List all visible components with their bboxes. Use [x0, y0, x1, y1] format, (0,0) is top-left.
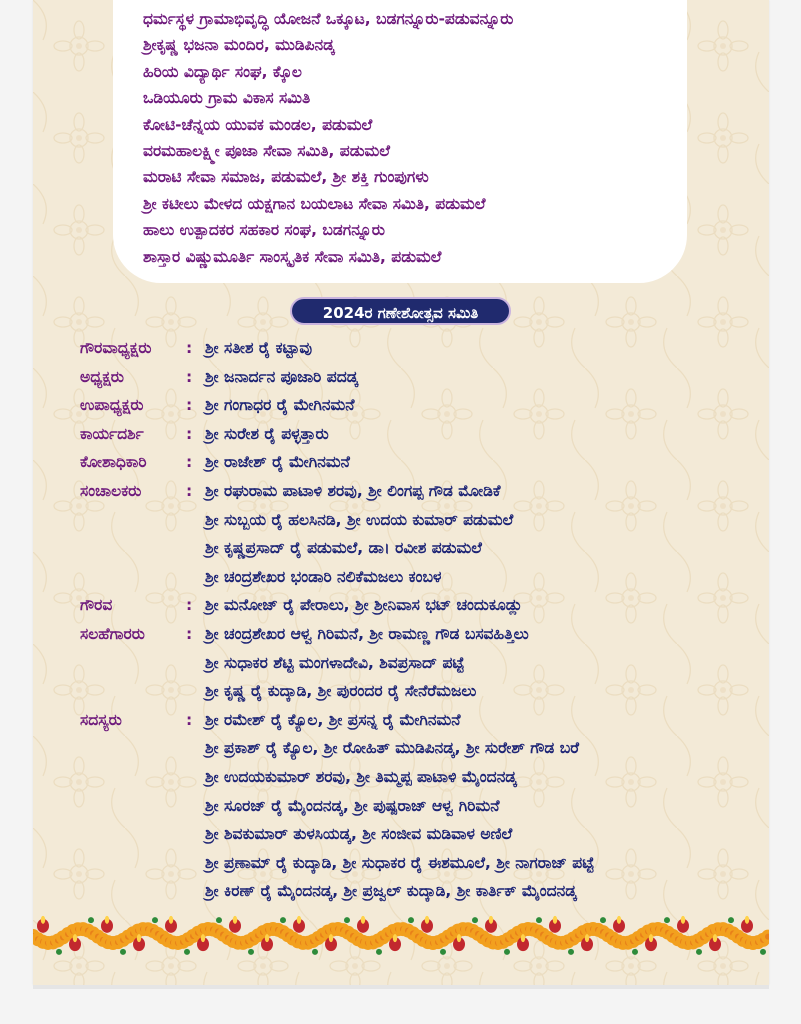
committee-member-names: ಶ್ರೀ ಮನೋಜ್ ರೈ ಪೇರಾಲು, ಶ್ರೀ ಶ್ರೀನಿವಾಸ ಭಟ್ ಚಂದುಕೂಡ್ಲು [205, 596, 523, 615]
committee-role-label: ಗೌರವಾಧ್ಯಕ್ಷರು [80, 339, 152, 357]
role-separator: : [186, 367, 193, 386]
committee-member-names: ಶ್ರೀ ಕಿರಣ್ ರೈ ಮೈಂದನಡ್ಕ, ಶ್ರೀ ಪ್ರಜ್ವಲ್ ಕುದ್ಕಾಡಿ, ಶ್ರೀ ಕಾರ್ತಿಕ್ ಮೈಂದನಡ್ಕ [205, 882, 577, 901]
role-separator: : [186, 396, 193, 415]
committee-member-names: ಶ್ರೀ ಕೃಷ್ಣ ರೈ ಕುದ್ಕಾಡಿ, ಶ್ರೀ ಪುರಂದರ ರೈ ಸೇನೆರೆಮಜಲು [205, 682, 477, 701]
committee-member-names: ಶ್ರೀ ಸುಬ್ಬಯ ರೈ ಹಲಸಿನಡಿ, ಶ್ರೀ ಉದಯ ಕುಮಾರ್ ಪಡುಮಲೆ [205, 510, 514, 529]
committee-role-label: ಸದಸ್ಯರು [80, 710, 122, 729]
leaf-icon [56, 949, 62, 955]
committee-role-label: ಕಾರ್ಯದರ್ಶಿ [80, 424, 144, 443]
committee-member-names: ಶ್ರೀ ರಘುರಾಮ ಪಾಟಾಳಿ ಶರವು, ಶ್ರೀ ಲಿಂಗಪ್ಪ ಗೌಡ ಮೋಡಿಕೆ [205, 482, 501, 500]
committee-member-names: ಶ್ರೀ ರಮೇಶ್ ರೈ ಕ್ಯೊಲ, ಶ್ರೀ ಪ್ರಸನ್ನ ರೈ ಮೇಗಿನಮನೆ [205, 710, 461, 729]
role-separator: : [186, 625, 193, 643]
committee-title-badge: 2024ರ ಗಣೇಶೋತ್ಸವ ಸಮಿತಿ [290, 297, 511, 325]
committee-member-names: ಶ್ರೀ ರಾಜೇಶ್ ರೈ ಮೇಗಿನಮನೆ [205, 453, 350, 472]
leaf-icon [248, 949, 254, 955]
organization-item: ಮರಾಟಿ ಸೇವಾ ಸಮಾಜ, ಪಡುಮಲೆ, ಶ್ರೀ ಶಕ್ತಿ ಗುಂಪುಗಳು [143, 168, 429, 187]
leaf-icon [760, 949, 766, 955]
committee-member-names: ಶ್ರೀ ಉದಯಕುಮಾರ್ ಶರವು, ಶ್ರೀ ತಿಮ್ಮಪ್ಪ ಪಾಟಾಳಿ ಮೈಂದನಡ್ಕ [205, 768, 517, 786]
role-separator: : [186, 339, 193, 357]
leaf-icon [664, 917, 670, 923]
committee-member-names: ಶ್ರೀ ಚಂದ್ರಶೇಖರ ಭಂಡಾರಿ ನಲಿಕೆಮಜಲು ಕಂಬಳ [205, 567, 442, 586]
committee-member-names: ಶ್ರೀ ಜನಾರ್ದನ ಪೂಜಾರಿ ಪದಡ್ಕ [205, 367, 359, 386]
marigold-garland-with-diyas [33, 906, 769, 970]
committee-member-names: ಶ್ರೀ ಸೂರಜ್ ರೈ ಮೈಂದನಡ್ಕ, ಶ್ರೀ ಪುಷ್ಪರಾಜ್ ಆಳ್ವ ಗಿರಿಮನೆ [205, 796, 500, 815]
leaf-icon [120, 949, 126, 955]
committee-member-names: ಶ್ರೀ ಪ್ರಣಾಮ್ ರೈ ಕುದ್ಕಾಡಿ, ಶ್ರೀ ಸುಧಾಕರ ರೈ ಈಶಮೂಲೆ, ಶ್ರೀ ನಾಗರಾಜ್ ಪಟ್ಟೆ [205, 853, 595, 872]
leaf-icon [280, 917, 286, 923]
leaf-icon [408, 917, 414, 923]
leaf-icon [696, 949, 702, 955]
leaf-icon [440, 949, 446, 955]
committee-role-label: ಅಧ್ಯಕ್ಷರು [80, 367, 124, 386]
organizations-list [143, 6, 513, 270]
role-separator: : [186, 710, 193, 729]
role-separator: : [186, 482, 193, 500]
organization-item: ಧರ್ಮಸ್ಥಳ ಗ್ರಾಮಾಭಿವೃದ್ಧಿ ಯೋಜನೆ ಒಕ್ಕೂಟ, ಬಡಗನ್ನೂರು-ಪಡುವನ್ನೂರು [143, 10, 514, 28]
committee-role-label: ಸಂಚಾಲಕರು [80, 482, 142, 500]
leaf-icon [184, 949, 190, 955]
committee-member-names: ಶ್ರೀ ಸುರೇಶ ರೈ ಪಳ್ಳತ್ತಾರು [205, 424, 329, 443]
organization-item: ಹಿರಿಯ ವಿದ್ಯಾರ್ಥಿ ಸಂಘ, ಕ್ಕೊಲ [143, 62, 302, 81]
committee-member-names: ಶ್ರೀ ಪ್ರಕಾಶ್ ರೈ ಕ್ಯೊಲ, ಶ್ರೀ ರೋಹಿತ್ ಮುಡಿಪಿನಡ್ಕ, ಶ್ರೀ ಸುರೇಶ್ ಗೌಡ ಬರೆ [205, 739, 580, 758]
leaf-icon [152, 917, 158, 923]
leaf-icon [472, 917, 478, 923]
committee-role-label: ಗೌರವ [80, 596, 113, 615]
committee-member-names: ಶ್ರೀ ಚಂದ್ರಶೇಖರ ಆಳ್ವ ಗಿರಿಮನೆ, ಶ್ರೀ ರಾಮಣ್ಣ ಗೌಡ ಬಸವಹಿತ್ತಿಲು [205, 625, 529, 643]
leaf-icon [216, 917, 222, 923]
leaf-icon [376, 949, 382, 955]
organization-item: ವರಮಹಾಲಕ್ಷ್ಮೀ ಪೂಜಾ ಸೇವಾ ಸಮಿತಿ, ಪಡುಮಲೆ [143, 141, 390, 160]
committee-role-label: ಉಪಾಧ್ಯಕ್ಷರು [80, 396, 144, 415]
committee-member-names: ಶ್ರೀ ಶಿವಕುಮಾರ್ ತುಳಸಿಯಡ್ಕ, ಶ್ರೀ ಸಂಜೀವ ಮಡಿವಾಳ ಅಣಿಲೆ [205, 825, 513, 844]
role-separator: : [186, 596, 193, 615]
committee-role-label: ಸಲಹೆಗಾರರು [80, 625, 145, 643]
organization-item: ಹಾಲು ಉತ್ಪಾದಕರ ಸಹಕಾರ ಸಂಘ, ಬಡಗನ್ನೂರು [143, 221, 385, 240]
committee-member-names: ಶ್ರೀ ಗಂಗಾಧರ ರೈ ಮೇಗಿನಮನೆ [205, 396, 355, 415]
leaf-icon [504, 949, 510, 955]
leaf-icon [88, 917, 94, 923]
leaf-icon [344, 917, 350, 923]
organization-item: ಶ್ರೀಕೃಷ್ಣ ಭಜನಾ ಮಂದಿರ, ಮುಡಿಪಿನಡ್ಕ [143, 36, 335, 55]
organizations-card [113, 0, 687, 283]
leaf-icon [312, 949, 318, 955]
leaf-icon [536, 917, 542, 923]
role-separator: : [186, 453, 193, 472]
organization-item: ಶ್ರೀ ಕಟೀಲು ಮೇಳದ ಯಕ್ಷಗಾನ ಬಯಲಾಟ ಸೇವಾ ಸಮಿತಿ, ಪಡುಮಲೆ [143, 194, 486, 213]
committee-member-names: ಶ್ರೀ ಕೃಷ್ಣಪ್ರಸಾದ್ ರೈ ಪಡುಮಲೆ, ಡಾ। ರವೀಶ ಪಡುಮಲೆ [205, 539, 482, 558]
role-separator: : [186, 424, 193, 443]
leaf-icon [568, 949, 574, 955]
committee-role-label: ಕೋಶಾಧಿಕಾರಿ [80, 453, 147, 472]
invitation-page [33, 0, 769, 985]
committee-member-names: ಶ್ರೀ ಸತೀಶ ರೈ ಕಟ್ಟಾವು [205, 339, 313, 357]
committee-member-names: ಶ್ರೀ ಸುಧಾಕರ ಶೆಟ್ಟಿ ಮಂಗಳಾದೇವಿ, ಶಿವಪ್ರಸಾದ್ ಪಟ್ಟೆ [205, 653, 465, 672]
organization-item: ಒಡಿಯೂರು ಗ್ರಾಮ ವಿಕಾಸ ಸಮಿತಿ [143, 89, 311, 108]
organization-item: ಶಾಸ್ತಾರ ವಿಷ್ಣುಮೂರ್ತಿ ಸಾಂಸ್ಕೃತಿಕ ಸೇವಾ ಸಮಿತಿ, ಪಡುಮಲೆ [143, 247, 442, 266]
leaf-icon [600, 917, 606, 923]
organization-item: ಕೋಟಿ-ಚೆನ್ನಯ ಯುವಕ ಮಂಡಲ, ಪಡುಮಲೆ [143, 115, 373, 134]
leaf-icon [728, 917, 734, 923]
leaf-icon [632, 949, 638, 955]
page-bottom-edge [33, 985, 769, 989]
